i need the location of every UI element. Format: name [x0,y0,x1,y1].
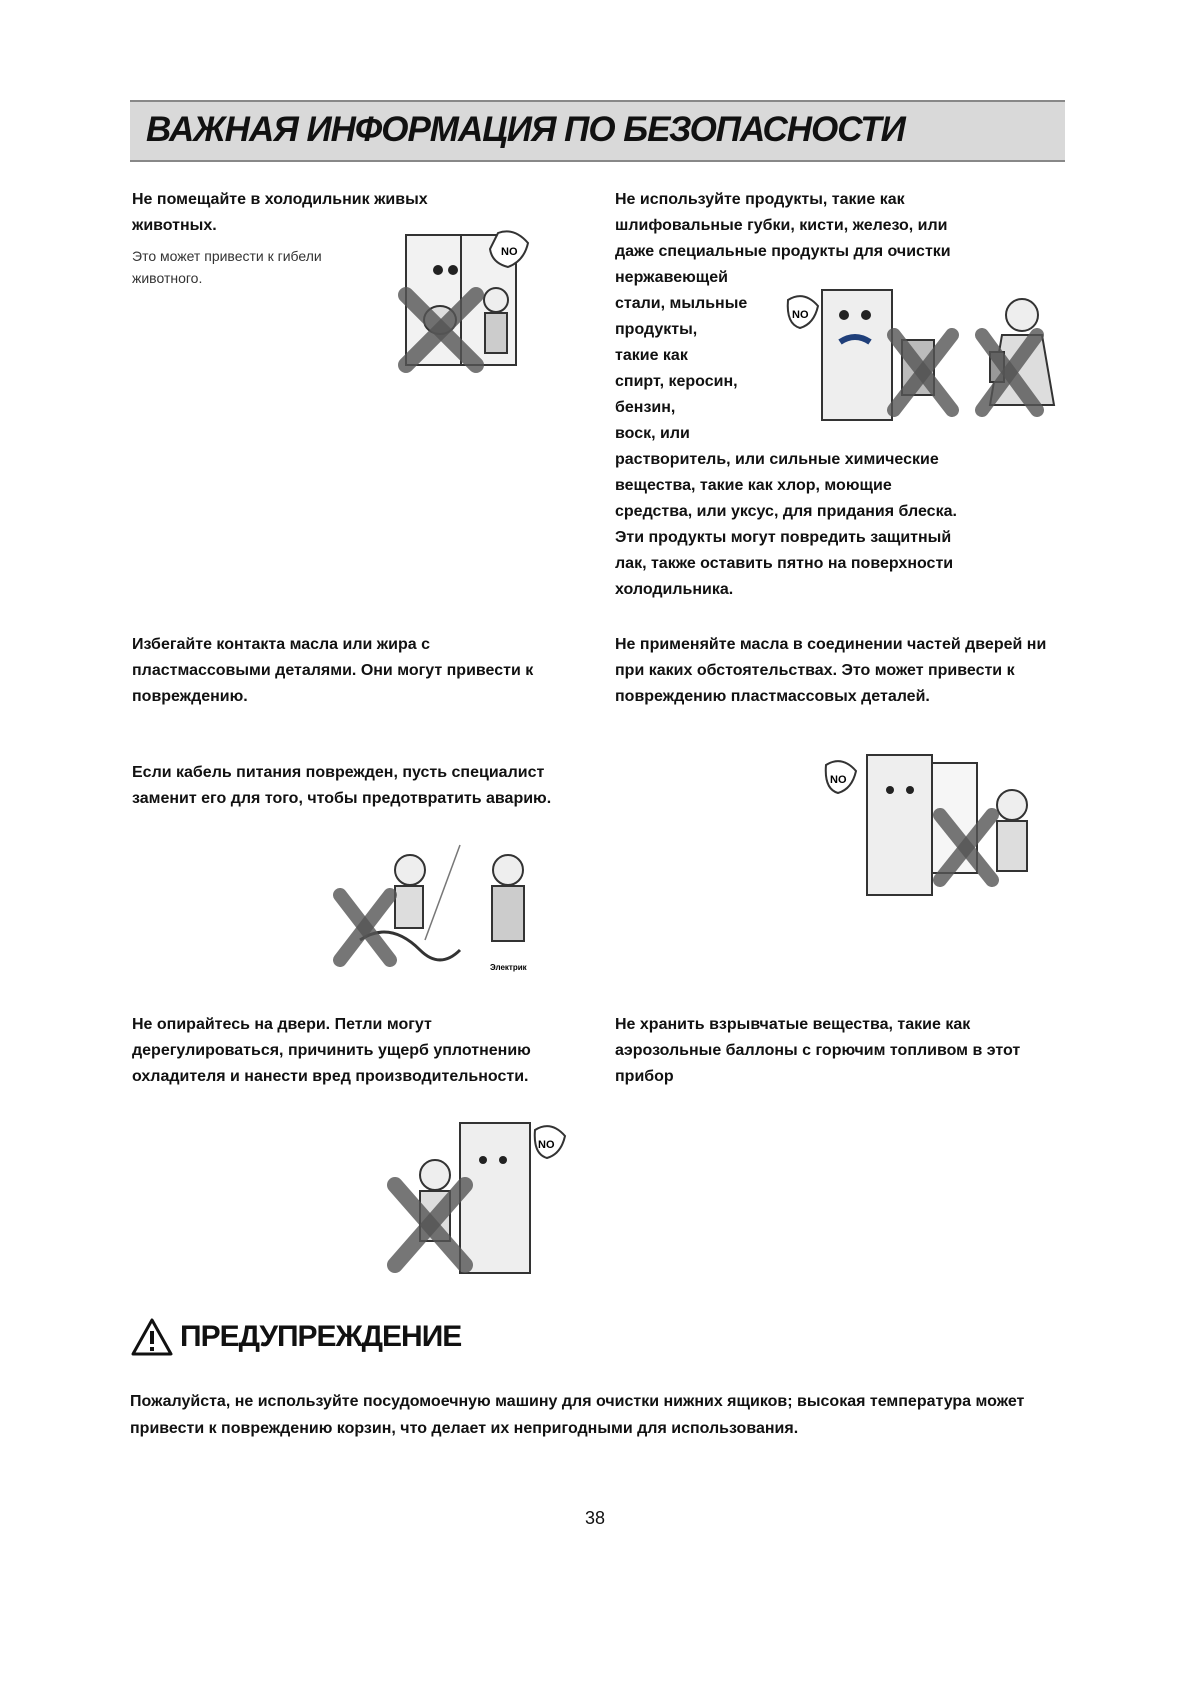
animals-note: Это может привести к гибели животного. [132,248,322,286]
no-badge: NO [501,246,518,258]
child-head [484,288,508,312]
warning-title: ПРЕДУПРЕЖДЕНИЕ [180,1320,462,1353]
explosives-text: Не хранить взрывчатые вещества, такие как аэрозольные баллоны с горючим топливом в этот прибор [615,1016,1021,1085]
page-number: 38 [584,1508,606,1528]
oil-plastic-section [132,632,552,710]
stop-hand-icon [535,1126,565,1158]
animals-illustration [388,225,538,375]
power-cable-section [132,760,552,812]
child-head [997,790,1027,820]
doors-illustration [385,1115,585,1280]
cleaners-line: нержавеющей [615,269,728,286]
stop-hand-icon [490,231,528,267]
oil-hinges-section [615,632,1055,710]
oil-hinges-text: Не применяйте масла в соединении частей дверей ни при каких обстоятельствах. Это может привести к повреждению пластмассовых деталей. [615,636,1047,705]
child-head [1006,299,1038,331]
stop-hand-icon [826,761,856,793]
doors-section [132,1012,552,1090]
cleaners-line: Не используйте продукты, такие как [615,191,905,208]
fridge-eye-right [861,310,871,320]
section-header-bar [130,100,1065,162]
cleaners-line: даже специальные продукты для очистки [615,243,951,260]
cleaners-line: лак, также оставить пятно на поверхности [615,555,954,572]
cleaners-line: продукты, [615,321,698,338]
explosives-section [615,1012,1065,1090]
stop-hand-icon [788,296,818,328]
fridge-eye-right [499,1156,507,1164]
no-badge: NO [792,309,809,321]
no-badge: NO [538,1139,555,1151]
cleaners-line: вещества, такие как хлор, моющие [615,477,892,494]
warning-header [130,1310,461,1364]
child-head [420,1160,450,1190]
power-cable-illustration [330,840,550,980]
no-badge: NO [830,774,847,786]
cleaners-line: Эти продукты могут повредить защитный [615,529,952,546]
fridge-shape [460,1123,530,1273]
cleaners-line: спирт, керосин, [615,373,738,390]
cleaners-illustration [782,280,1062,430]
cleaners-line: растворитель, или сильные химические [615,451,939,468]
electrician-body [492,886,524,941]
cleaners-line: холодильника. [615,581,734,598]
divider-line [425,845,460,940]
child-head [395,855,425,885]
animals-heading: Не помещайте в холодильник живых животных. [132,191,428,234]
oil-hinges-illustration [822,745,1052,905]
fridge-shape [822,290,892,420]
oil-plastic-text: Избегайте контакта масла или жира с пластмассовыми деталями. Они могут привести к повреждению. [132,636,534,705]
prohibition-cross-icon [340,895,390,960]
power-cable-text: Если кабель питания поврежден, пусть специалист заменит его для того, чтобы предотвратить аварию. [132,764,552,807]
page-title: ВАЖНАЯ ИНФОРМАЦИЯ ПО БЕЗОПАСНОСТИ [146,110,905,149]
cleaners-line: стали, мыльные [615,295,748,312]
fridge-eye-left [886,786,894,794]
fridge-shape [867,755,932,895]
child-body [997,821,1027,871]
fridge-eye-left [479,1156,487,1164]
cleaners-line: шлифовальные губки, кисти, железо, или [615,217,948,234]
cleaners-line: средства, или уксус, для придания блеска. [615,503,957,520]
child-body [485,313,507,353]
warning-text: Пожалуйста, не используйте посудомоечную машину для очистки нижних ящиков; высокая температура может привести к повреждению корзин, что делает их непригодными для использования. [130,1393,1025,1437]
fridge-eye-right [448,265,458,275]
child-body [395,886,423,928]
fridge-eye-left [839,310,849,320]
fridge-eye-left [433,265,443,275]
electrician-caption: Электрик [490,963,527,972]
doors-text: Не опирайтесь на двери. Петли могут дерегулироваться, причинить ущерб уплотнению охладителя и нанести вред производительности. [132,1016,531,1085]
cleaners-line: воск, или [615,425,690,442]
warning-triangle-icon [130,1317,174,1357]
cleaners-line: такие как [615,347,688,364]
cleaners-line: бензин, [615,399,676,416]
fridge-eye-right [906,786,914,794]
electrician-head [493,855,523,885]
